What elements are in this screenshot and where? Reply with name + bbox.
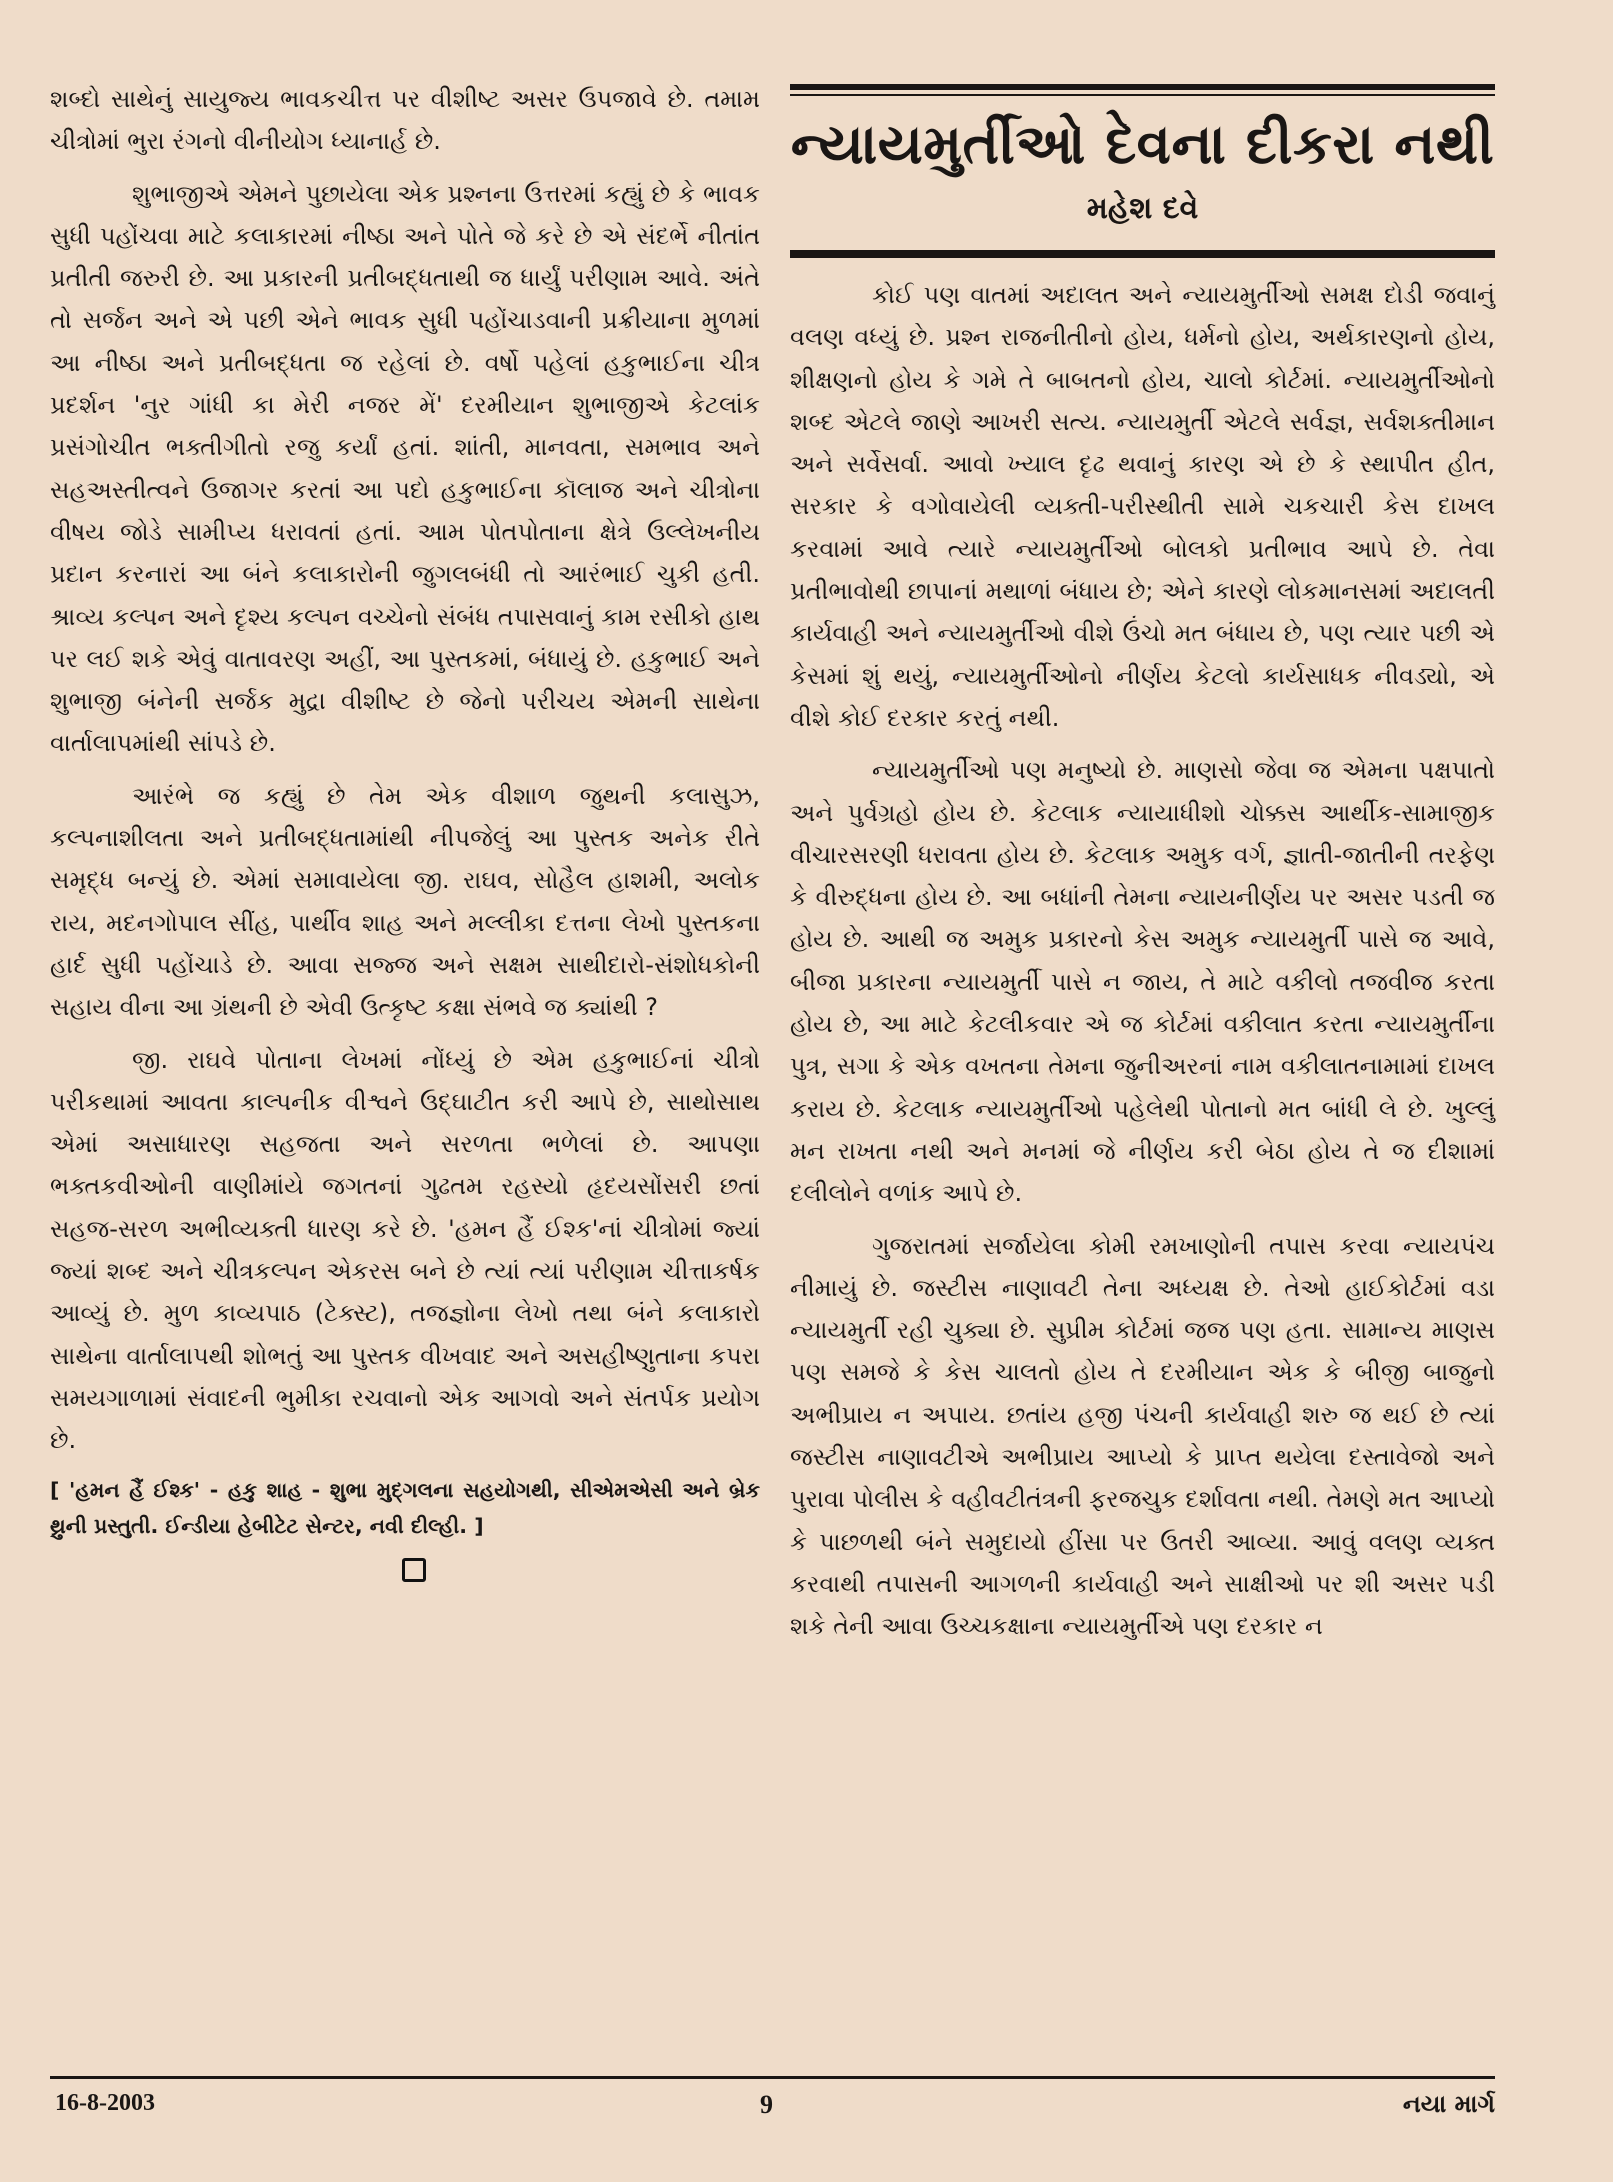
footer-rule bbox=[50, 2076, 1495, 2079]
paragraph: આરંભે જ કહ્યું છે તેમ એક વીશાળ જુથની કલાસુઝ, કલ્પનાશીલતા અને પ્રતીબદ્ધતામાંથી નીપજેલું આ પુસ્તક અનેક રીતે સમૃદ્ધ બન્યું છે. એમાં સમાવાયેલા જી. રાઘવ, સોહૈલ હાશમી, અલોક રાય, મદનગોપાલ સીંહ, પાર્થીવ શાહ અને મલ્લીકા દત્તના લેખો પુસ્તકના હાર્દ સુધી પહોંચાડે છે. આવા સજ્જ અને સક્ષમ સાથીદારો-સંશોધકોની સહાય વીના આ ગ્રંથની છે એવી ઉત્કૃષ્ટ કક્ષા સંભવે જ ક્યાંથી ? bbox=[50, 781, 760, 1022]
magazine-name: નયા માર્ગ bbox=[1402, 2090, 1495, 2118]
right-column bbox=[790, 84, 1495, 1648]
article-author: મહેશ દવે bbox=[1086, 191, 1199, 226]
page-number: 9 bbox=[760, 2090, 773, 2119]
paragraph: જી. રાઘવે પોતાના લેખમાં નોંધ્યું છે એમ હકુભાઈનાં ચીત્રો પરીકથામાં આવતા કાલ્પનીક વીશ્વને ઉદ્ઘાટીત કરી આપે છે, સાથોસાથ એમાં અસાધારણ સહજતા અને સરળતા ભળેલાં છે. આપણા ભક્તકવીઓની વાણીમાંયે જગતનાં ગુઢતમ રહસ્યો હૃદયસોંસરી છતાં સહજ-સરળ અભીવ્યક્તી ધારણ કરે છે. 'હમન હૈં ઈશ્ક'નાં ચીત્રોમાં જ્યાં જ્યાં શબ્દ અને ચીત્રકલ્પન એકરસ બને છે ત્યાં ત્યાં પરીણામ ચીત્તાકર્ષક આવ્યું છે. મુળ કાવ્યપાઠ (ટેક્સ્ટ), તજજ્ઞોના લેખો તથા બંને કલાકારો સાથેના વાર્તાલાપથી શોભતું આ પુસ્તક વીખવાદ અને અસહીષ્ણુતાના કપરા સમયગાળામાં સંવાદની ભુમીકા રચવાનો એક આગવો અને સંતર્પક પ્રયોગ છે. bbox=[50, 1045, 760, 1455]
paragraph: ન્યાયમુર્તીઓ પણ મનુષ્યો છે. માણસો જેવા જ એમના પક્ષપાતો અને પુર્વગ્રહો હોય છે. કેટલાક ન્યાયાધીશો ચોક્કસ આર્થીક-સામાજીક વીચારસરણી ધરાવતા હોય છે. કેટલાક અમુક વર્ગ, જ્ઞાતી-જાતીની તરફેણ કે વીરુદ્ધના હોય છે. આ બધાંની તેમના ન્યાયનીર્ણય પર અસર પડતી જ હોય છે. આથી જ અમુક પ્રકારનો કેસ અમુક ન્યાયમુર્તી પાસે જ આવે, બીજા પ્રકારના ન્યાયમુર્તી પાસે ન જાય, તે માટે વકીલો તજવીજ કરતા હોય છે, આ માટે કેટલીકવાર એ જ કોર્ટમાં વકીલાત કરતા ન્યાયમુર્તીના પુત્ર, સગા કે એક વખતના તેમના જુનીઅરનાં નામ વકીલાતનામામાં દાખલ કરાય છે. કેટલાક ન્યાયમુર્તીઓ પહેલેથી પોતાનો મત બાંધી લે છે. ખુલ્લું મન રાખતા નથી અને મનમાં જે નીર્ણય કરી બેઠા હોય તે જ દીશામાં દલીલોને વળાંક આપે છે. bbox=[790, 756, 1495, 1208]
book-citation: [ 'હમન હૈં ઈશ્ક' - હકુ શાહ - શુભા મુદ્ગલના સહયોગથી, સીએમએસી અને બ્રેક થ્રુની પ્રસ્તુતી. ઈન્ડીયા હેબીટેટ સેન્ટર, નવી દીલ્હી. ] bbox=[50, 1477, 760, 1538]
paragraph: શુભાજીએ એમને પુછાયેલા એક પ્રશ્નના ઉત્તરમાં કહ્યું છે કે ભાવક સુધી પહોંચવા માટે કલાકારમાં નીષ્ઠા અને પોતે જે કરે છે એ સંદર્ભે નીતાંત પ્રતીતી જરુરી છે. આ પ્રકારની પ્રતીબદ્ધતાથી જ ધાર્યું પરીણામ આવે. અંતે તો સર્જન અને એ પછી એને ભાવક સુધી પહોંચાડવાની પ્રક્રીયાના મુળમાં આ નીષ્ઠા અને પ્રતીબદ્ધતા જ રહેલાં છે. વર્ષો પહેલાં હકુભાઈના ચીત્ર પ્રદર્શન 'નુર ગાંધી કા મેરી નજર મેં' દરમીયાન શુભાજીએ કેટલાંક પ્રસંગોચીત ભક્તીગીતો રજુ કર્યાં હતાં. શાંતી, માનવતા, સમભાવ અને સહઅસ્તીત્વને ઉજાગર કરતાં આ પદો હકુભાઈના કૉલાજ અને ચીત્રોના વીષય જોડે સામીપ્ય ધરાવતાં હતાં. આમ પોતપોતાના ક્ષેત્રે ઉલ્લેખનીય પ્રદાન કરનારાં આ બંને કલાકારોની જુગલબંધી તો આરંભાઈ ચુકી હતી. શ્રાવ્ય કલ્પન અને દૃશ્ય કલ્પન વચ્ચેનો સંબંધ તપાસવાનું કામ રસીકો હાથ પર લઈ શકે એવું વાતાવરણ અહીં, આ પુસ્તકમાં, બંધાયું છે. હકુભાઈ અને શુભાજી બંનેની સર્જક મુદ્રા વીશીષ્ટ છે જેનો પરીચય એમની સાથેના વાર્તાલાપમાંથી સાંપડે છે. bbox=[50, 179, 760, 758]
left-column bbox=[50, 78, 760, 1582]
article-title: ન્યાયમુર્તીઓ દેવના દીકરા નથી bbox=[790, 112, 1495, 176]
title-top-rule-thin bbox=[790, 94, 1495, 96]
article-body bbox=[790, 274, 1495, 1648]
author-bottom-rule bbox=[790, 252, 1495, 258]
paragraph: ગુજરાતમાં સર્જાયેલા કોમી રમખાણોની તપાસ કરવા ન્યાયપંચ નીમાયું છે. જસ્ટીસ નાણાવટી તેના અધ્યક્ષ છે. તેઓ હાઈકોર્ટમાં વડા ન્યાયમુર્તી રહી ચુક્યા છે. સુપ્રીમ કોર્ટમાં જજ પણ હતા. સામાન્ય માણસ પણ સમજે કે કેસ ચાલતો હોય તે દરમીયાન એક કે બીજી બાજુનો અભીપ્રાય ન અપાય. છતાંય હજી પંચની કાર્યવાહી શરુ જ થઈ છે ત્યાં જસ્ટીસ નાણાવટીએ અભીપ્રાય આપ્યો કે પ્રાપ્ત થયેલા દસ્તાવેજો અને પુરાવા પોલીસ કે વહીવટીતંત્રની ફરજચુક દર્શાવતા નથી. તેમણે મત આપ્યો કે પાછળથી બંને સમુદાયો હીંસા પર ઉતરી આવ્યા. આવું વલણ વ્યક્ત કરવાથી તપાસની આગળની કાર્યવાહી અને સાક્ષીઓ પર શી અસર પડી શકે તેની આવા ઉચ્ચકક્ષાના ન્યાયમુર્તીએ પણ દરકાર ન bbox=[790, 1231, 1495, 1641]
title-top-rule bbox=[790, 84, 1495, 90]
paragraph: શબ્દો સાથેનું સાયુજ્ય ભાવકચીત્ત પર વીશીષ્ટ અસર ઉપજાવે છે. તમામ ચીત્રોમાં ભુરા રંગનો વીનીયોગ ધ્યાનાર્હ છે. bbox=[50, 85, 760, 156]
paragraph: કોઈ પણ વાતમાં અદાલત અને ન્યાયમુર્તીઓ સમક્ષ દોડી જવાનું વલણ વધ્યું છે. પ્રશ્ન રાજનીતીનો હોય, ધર્મનો હોય, અર્થકારણનો હોય, શીક્ષણનો હોય કે ગમે તે બાબતનો હોય, ચાલો કોર્ટમાં. ન્યાયમુર્તીઓનો શબ્દ એટલે જાણે આખરી સત્ય. ન્યાયમુર્તી એટલે સર્વજ્ઞ, સર્વશક્તીમાન અને સર્વેસર્વા. આવો ખ્યાલ દૃઢ થવાનું કારણ એ છે કે સ્થાપીત હીત, સરકાર કે વગોવાયેલી વ્યક્તી-પરીસ્થીતી સામે ચકચારી કેસ દાખલ કરવામાં આવે ત્યારે ન્યાયમુર્તીઓ બોલકો પ્રતીભાવ આપે છે. તેવા પ્રતીભાવોથી છાપાનાં મથાળાં બંધાય છે; એને કારણે લોકમાનસમાં અદાલતી કાર્યવાહી અને ન્યાયમુર્તીઓ વીશે ઉંચો મત બંધાય છે, પણ ત્યાર પછી એ કેસમાં શું થયું, ન્યાયમુર્તીઓનો નીર્ણય કેટલો કાર્યસાધક નીવડ્યો, એ વીશે કોઈ દરકાર કરતું નથી. bbox=[790, 281, 1495, 732]
issue-date: 16-8-2003 bbox=[55, 2090, 155, 2116]
end-of-article-box-icon bbox=[402, 1558, 426, 1582]
